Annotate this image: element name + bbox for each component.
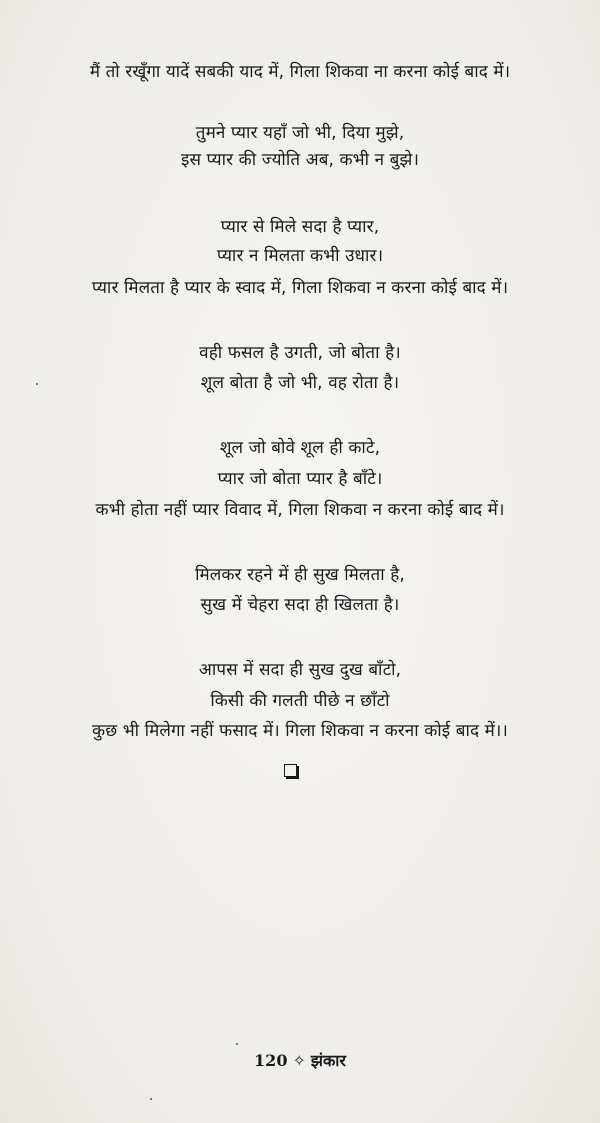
poem-line: इस प्यार की ज्योति अब, कभी न बुझे। <box>181 150 419 170</box>
poem-line: तुमने प्यार यहाँ जो भी, दिया मुझे, <box>195 123 405 143</box>
paper-speck <box>150 1098 152 1100</box>
poem-line: कभी होता नहीं प्यार विवाद में, गिला शिकवा न करना कोई बाद में। <box>95 500 505 520</box>
poem-line: वही फसल है उगती, जो बोता है। <box>199 343 401 363</box>
diamond-separator-icon: ✧ <box>292 1051 306 1070</box>
poem-line: किसी की गलती पीछे न छाँटो <box>210 691 390 711</box>
poem-line: सुख में चेहरा सदा ही खिलता है। <box>200 595 400 615</box>
poem-line: प्यार न मिलता कभी उधार। <box>216 246 384 266</box>
end-mark-icon <box>284 764 297 777</box>
poem-line: प्यार मिलता है प्यार के स्वाद में, गिला शिकवा न करना कोई बाद में। <box>91 278 509 298</box>
page-footer <box>0 1050 600 1072</box>
poem-line: आपस में सदा ही सुख दुख बाँटो, <box>198 660 402 680</box>
poem-line: शूल जो बोवे शूल ही काटे, <box>219 438 381 458</box>
poem-line: मैं तो रखूँगा यादें सबकी याद में, गिला शिकवा ना करना कोई बाद में। <box>89 62 511 82</box>
page-number: 120 <box>254 1051 288 1070</box>
poem-line: प्यार से मिले सदा है प्यार, <box>220 217 380 237</box>
paper-speck <box>36 383 38 385</box>
book-title: झंकार <box>310 1051 346 1070</box>
poem-line: कुछ भी मिलेगा नहीं फसाद में। गिला शिकवा न करना कोई बाद में।। <box>92 721 508 741</box>
poem-line: शूल बोता है जो भी, वह रोता है। <box>200 373 400 393</box>
poem-line: मिलकर रहने में ही सुख मिलता है, <box>195 565 405 585</box>
paper-speck <box>236 1043 238 1045</box>
poem-line: प्यार जो बोता प्यार है बाँटे। <box>217 469 383 489</box>
